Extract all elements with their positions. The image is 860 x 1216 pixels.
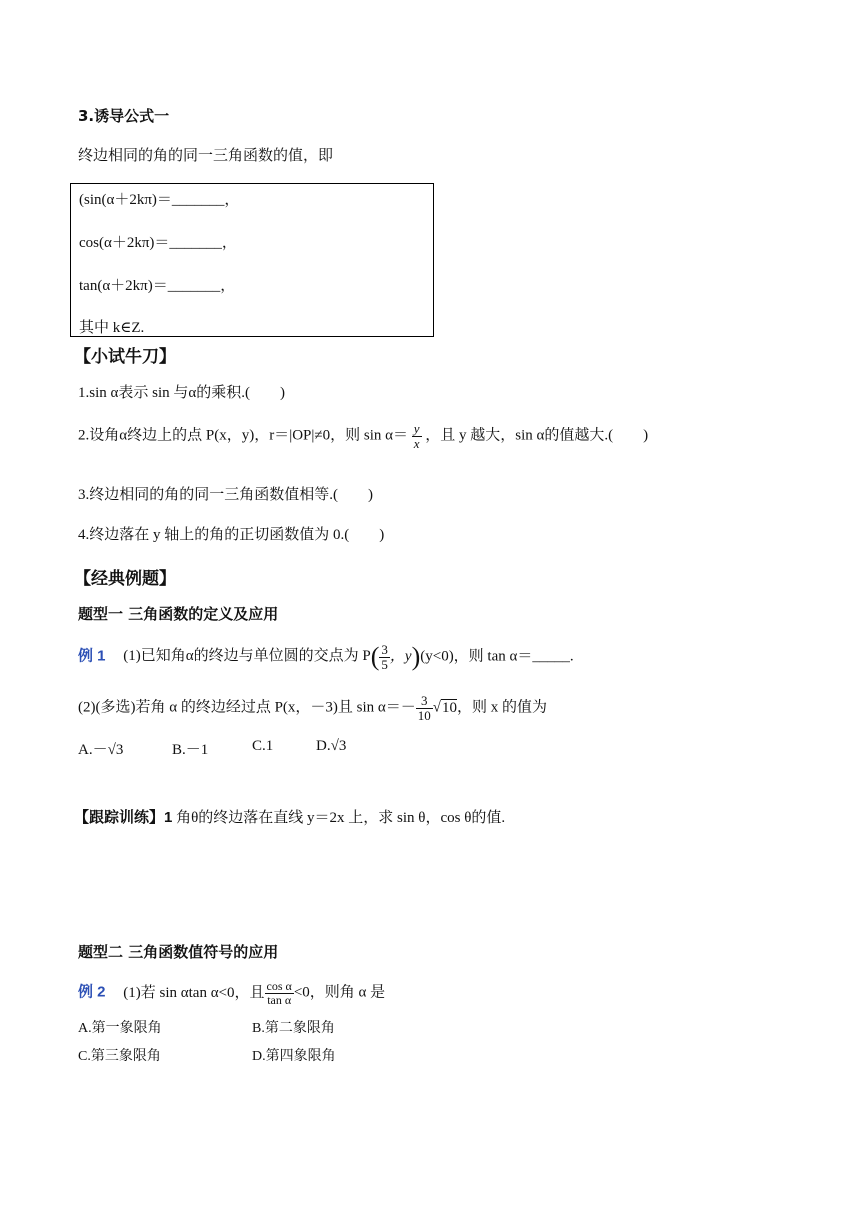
example-2-text: (1)若 sin αtan α<0，且 (123, 984, 265, 1001)
fraction-denominator: tan α (267, 992, 292, 1007)
example-1-part-1: 例 1 (1)已知角α的终边与单位圆的交点为 P( $\frac{3}{5}$ ，y)(y<0)，则 tan α＝_____. (78, 641, 574, 672)
training-1 (74, 806, 505, 827)
example-1-label: 例 1 (78, 647, 106, 665)
formula-cos: cos(α＋2kπ)＝_______， (79, 235, 237, 251)
formula-tan: tan(α＋2kπ)＝_______， (79, 278, 236, 294)
formula-k-note: 其中 k∈Z. (79, 320, 145, 336)
fraction-denominator: x (413, 435, 420, 451)
option-b: B.－1 (172, 742, 209, 758)
option-a: A.－√3 (78, 742, 124, 758)
option-d: D.√3 (316, 738, 347, 754)
examples-heading: 【经典例题】 (74, 569, 176, 589)
quiz-item-1: 1.sin α表示 sin 与α的乘积.( ) (78, 385, 285, 401)
quiz-item-3: 3.终边相同的角的同一三角函数值相等.( ) (78, 487, 373, 503)
fraction-cos-over-tan (265, 980, 294, 1006)
option-c: C.1 (252, 738, 274, 754)
example-1-part-2 (78, 694, 547, 722)
example-2 (78, 980, 385, 1006)
example-2-label: 例 2 (78, 983, 106, 1001)
quiz-item-2-suffix: ，且 y 越大，sin α的值越大.( ) (425, 427, 649, 444)
example-2-option-a: A.第一象限角 (78, 1021, 162, 1036)
sqrt-radicand: 10 (442, 699, 458, 716)
example-1-text: (1)已知角α的终边与单位圆的交点为 P (123, 648, 371, 665)
fraction-numerator: 3 (416, 694, 433, 709)
section-title: 3.诱导公式一 (78, 107, 170, 125)
type2-title: 题型二 三角函数值符号的应用 (78, 943, 279, 961)
quiz-item-2 (78, 422, 648, 450)
formula-sin: (sin(α＋2kπ)＝_______， (79, 192, 240, 208)
fraction-denominator: 10 (417, 707, 431, 723)
example-2-option-b: B.第二象限角 (252, 1021, 335, 1036)
quiz-item-2-text: 2.设角α终边上的点 P(x，y)，r＝|OP|≠0，则 sin α＝ (78, 427, 408, 444)
fraction-three-fifths (379, 643, 390, 671)
sqrt-sign: √ (432, 699, 442, 716)
fraction-denominator: 5 (381, 656, 388, 672)
quiz-heading: 【小试牛刀】 (74, 347, 176, 367)
fraction-numerator: 3 (381, 641, 388, 657)
section-intro: 终边相同的角的同一三角函数的值，即 (78, 148, 334, 164)
example-1b-text: (2)(多选)若角 α 的终边经过点 P(x，－3)且 sin α＝－ (78, 699, 416, 716)
fraction-three-tenths (416, 694, 433, 722)
example-1-suffix: (y<0)，则 tan α＝_____. (420, 648, 574, 665)
example-1b-suffix: ，则 x 的值为 (457, 699, 548, 716)
fraction-numerator: y (413, 421, 420, 436)
point-y: ，y (389, 648, 412, 665)
training-label: 【跟踪训练】1 (74, 809, 173, 826)
example-2-suffix: <0，则角 α 是 (293, 984, 386, 1001)
type1-title: 题型一 三角函数的定义及应用 (78, 605, 279, 623)
example-2-option-c: C.第三象限角 (78, 1049, 161, 1064)
example-2-option-d: D.第四象限角 (252, 1049, 336, 1064)
fraction-y-over-x (412, 422, 422, 450)
training-text: 角θ的终边落在直线 y＝2x 上，求 sin θ，cos θ的值. (172, 810, 506, 826)
fraction-numerator: cos α (266, 979, 292, 993)
quiz-item-4: 4.终边落在 y 轴上的角的正切函数值为 0.( ) (78, 527, 385, 543)
